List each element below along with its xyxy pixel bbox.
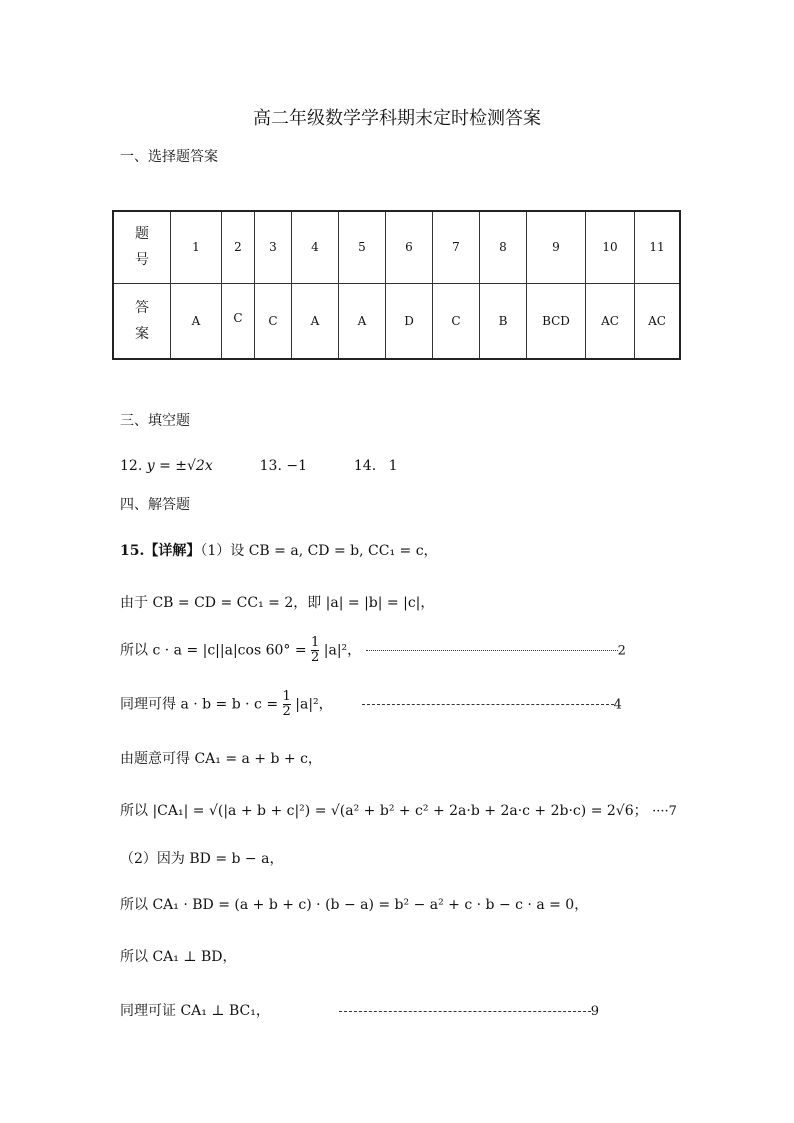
answer-cell: A — [171, 283, 222, 359]
answer-cell: C — [255, 283, 292, 359]
answer-cell: AC — [586, 283, 635, 359]
q15-line-2: 由于 CB = CD = CC₁ = 2，即 |a| = |b| = |c|， — [120, 595, 435, 611]
num-cell: 7 — [433, 211, 480, 283]
q15-line-9: 所以 CA₁ ⊥ BD， — [120, 949, 237, 965]
num-cell: 1 — [171, 211, 222, 283]
score-mark: ····7 — [652, 804, 677, 819]
num-cell: 5 — [339, 211, 386, 283]
dashed-leader — [339, 1011, 591, 1012]
answer-cell: A — [292, 283, 339, 359]
dotted-leader — [366, 650, 618, 651]
q14-answer: 1 — [388, 458, 398, 474]
q12-answer: y = ±√2x — [146, 458, 213, 474]
table-row-answers — [113, 283, 680, 359]
fraction-half: $\frac{1}{2}$ — [311, 635, 320, 665]
answer-cell: C — [222, 283, 255, 359]
section-fill-heading: 三、填空题 — [120, 413, 190, 429]
num-cell: 4 — [292, 211, 339, 283]
answer-table — [112, 210, 681, 360]
answer-cell: AC — [635, 283, 681, 359]
answer-cell: BCD — [527, 283, 586, 359]
q15-line-5: 由题意可得 CA₁ = a + b + c， — [120, 751, 322, 767]
q15-label: 15.【详解】 — [120, 543, 201, 559]
q15-line-6: 所以 |CA₁| = √(|a + b + c|²) = √(a² + b² + c² + 2a·b + 2a·c + 2b·c) = 2√6； ····7 — [120, 803, 677, 819]
q13-label: 13. — [259, 458, 282, 474]
num-cell: 3 — [255, 211, 292, 283]
fill-answers — [120, 458, 398, 474]
answer-cell: D — [386, 283, 433, 359]
q12-label: 12. — [120, 458, 143, 474]
head-answer: 答 案 — [113, 283, 171, 359]
section-solve-heading: 四、解答题 — [120, 497, 190, 513]
table-row-numbers — [113, 211, 680, 283]
fraction-half: $\frac{1}{2}$ — [282, 689, 291, 719]
num-cell: 8 — [480, 211, 527, 283]
head-number: 题 号 — [113, 211, 171, 283]
q13-answer: −1 — [286, 458, 307, 474]
score-mark: 9 — [590, 1004, 600, 1019]
answer-cell: B — [480, 283, 527, 359]
q15-line-7: （2）因为 BD = b − a， — [120, 851, 284, 867]
q15-line-4: 同理可得 a · b = b · c = $\frac{1}{2}$ |a|²， 4 — [120, 689, 622, 719]
q14-label: 14. — [353, 458, 377, 474]
q15-text-1: （1）设 CB = a, CD = b, CC₁ = c， — [200, 543, 438, 559]
q15-line-1 — [120, 540, 438, 560]
num-cell: 9 — [527, 211, 586, 283]
section-choice-heading: 一、选择题答案 — [120, 149, 218, 165]
num-cell: 2 — [222, 211, 255, 283]
num-cell: 11 — [635, 211, 681, 283]
answer-cell: A — [339, 283, 386, 359]
num-cell: 6 — [386, 211, 433, 283]
q15-line-3: 所以 c · a = |c||a|cos 60° = $\frac{1}{2}$ |a|²， 2 — [120, 635, 626, 665]
num-cell: 10 — [586, 211, 635, 283]
q15-line-10: 同理可证 CA₁ ⊥ BC₁， 9 — [120, 1003, 600, 1019]
page-title: 高二年级数学学科期末定时检测答案 — [253, 108, 541, 129]
q15-line-8: 所以 CA₁ · BD = (a + b + c) · (b − a) = b² − a² + c · b − c · a = 0， — [120, 897, 589, 913]
score-mark: 4 — [613, 697, 622, 713]
dashed-leader — [362, 704, 614, 705]
score-mark: 2 — [617, 643, 626, 659]
answer-cell: C — [433, 283, 480, 359]
